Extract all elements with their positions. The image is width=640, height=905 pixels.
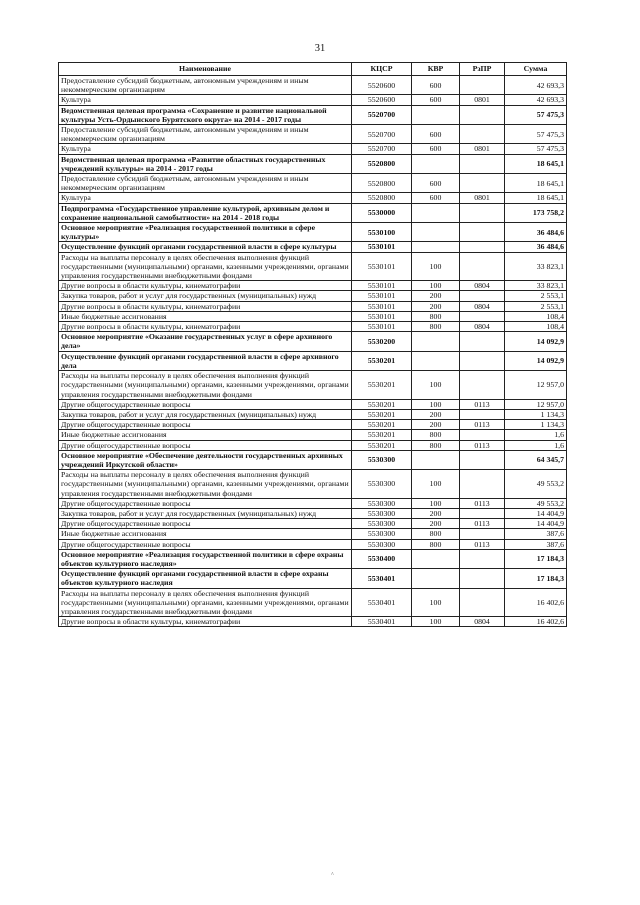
table-row (59, 301, 567, 311)
cell-rzpr: 0804 (460, 322, 505, 332)
cell-kcsr: 5530101 (352, 311, 412, 321)
cell-name: Закупка товаров, работ и услуг для государственных (муниципальных) нужд (59, 291, 352, 301)
cell-kvr (412, 105, 460, 124)
cell-name: Другие общегосударственные вопросы (59, 440, 352, 450)
cell-rzpr (460, 470, 505, 499)
cell-kcsr: 5530300 (352, 519, 412, 529)
cell-kvr (412, 351, 460, 370)
cell-kcsr: 5530201 (352, 420, 412, 430)
table-row (59, 125, 567, 144)
cell-rzpr (460, 508, 505, 518)
cell-kvr: 600 (412, 125, 460, 144)
cell-kvr (412, 203, 460, 222)
cell-name: Предоставление субсидий бюджетным, автономным учреждениям и иным некоммерческим организациям (59, 76, 352, 95)
cell-kvr: 800 (412, 529, 460, 539)
table-row (59, 549, 567, 568)
table-row (59, 322, 567, 332)
cell-name: Закупка товаров, работ и услуг для государственных (муниципальных) нужд (59, 508, 352, 518)
cell-kvr: 600 (412, 174, 460, 193)
cell-kcsr: 5520700 (352, 144, 412, 154)
cell-rzpr (460, 332, 505, 351)
cell-rzpr: 0804 (460, 281, 505, 291)
table-row (59, 508, 567, 518)
cell-rzpr: 0804 (460, 617, 505, 627)
table-row (59, 498, 567, 508)
cell-name: Культура (59, 193, 352, 203)
cell-kcsr: 5520800 (352, 154, 412, 173)
cell-kvr (412, 223, 460, 242)
cell-kcsr: 5530400 (352, 549, 412, 568)
cell-kcsr: 5530101 (352, 291, 412, 301)
cell-kcsr: 5530101 (352, 301, 412, 311)
cell-kvr (412, 549, 460, 568)
table-row (59, 76, 567, 95)
cell-sum: 2 553,1 (505, 291, 567, 301)
table-row (59, 154, 567, 173)
table-row (59, 105, 567, 124)
cell-kcsr: 5530300 (352, 529, 412, 539)
cell-sum: 12 957,0 (505, 371, 567, 400)
cell-rzpr (460, 549, 505, 568)
cell-kcsr: 5530201 (352, 371, 412, 400)
cell-name: Иные бюджетные ассигнования (59, 311, 352, 321)
cell-kvr: 800 (412, 311, 460, 321)
budget-table (58, 62, 567, 627)
table-row (59, 440, 567, 450)
cell-sum: 14 404,9 (505, 508, 567, 518)
cell-rzpr (460, 409, 505, 419)
cell-rzpr (460, 351, 505, 370)
cell-name: Закупка товаров, работ и услуг для государственных (муниципальных) нужд (59, 409, 352, 419)
cell-rzpr (460, 76, 505, 95)
cell-kcsr: 5530100 (352, 223, 412, 242)
cell-kvr: 600 (412, 144, 460, 154)
cell-kvr: 200 (412, 420, 460, 430)
cell-name: Другие общегосударственные вопросы (59, 539, 352, 549)
cell-kvr: 100 (412, 399, 460, 409)
table-row (59, 399, 567, 409)
cell-name: Расходы на выплаты персоналу в целях обеспечения выполнения функций государственными (муниципальными) органами, казенными учреждениями, органами управления государственными внебюджетными фондами (59, 470, 352, 499)
cell-kcsr: 5520700 (352, 125, 412, 144)
table-row (59, 242, 567, 252)
table-row (59, 144, 567, 154)
cell-rzpr (460, 105, 505, 124)
cell-name: Основное мероприятие «Реализация государственной политики в сфере охраны объектов культурного наследия» (59, 549, 352, 568)
table-header (59, 63, 567, 76)
cell-sum: 17 184,3 (505, 569, 567, 588)
cell-rzpr: 0801 (460, 193, 505, 203)
cell-rzpr: 0804 (460, 301, 505, 311)
cell-kvr: 800 (412, 440, 460, 450)
cell-kvr: 100 (412, 371, 460, 400)
header-row (59, 63, 567, 76)
cell-kvr (412, 450, 460, 469)
table-row (59, 332, 567, 351)
cell-name: Предоставление субсидий бюджетным, автономным учреждениям и иным некоммерческим организациям (59, 125, 352, 144)
table-row (59, 470, 567, 499)
cell-sum: 387,6 (505, 539, 567, 549)
table-row (59, 371, 567, 400)
cell-rzpr: 0801 (460, 144, 505, 154)
cell-name: Другие общегосударственные вопросы (59, 519, 352, 529)
cell-kvr: 200 (412, 519, 460, 529)
cell-rzpr: 0801 (460, 95, 505, 105)
cell-sum: 18 645,1 (505, 154, 567, 173)
cell-kvr: 100 (412, 588, 460, 617)
cell-kvr: 200 (412, 508, 460, 518)
cell-sum: 17 184,3 (505, 549, 567, 568)
cell-kcsr: 5520600 (352, 76, 412, 95)
cell-name: Расходы на выплаты персоналу в целях обеспечения выполнения функций государственными (муниципальными) органами, казенными учреждениями, органами управления государственными внебюджетными фондами (59, 371, 352, 400)
cell-name: Другие общегосударственные вопросы (59, 420, 352, 430)
cell-kcsr: 5530101 (352, 252, 412, 281)
cell-sum: 14 092,9 (505, 332, 567, 351)
footer-mark: ^ (331, 872, 334, 878)
cell-name: Осуществление функций органами государственной власти в сфере охраны объектов культурного наследия (59, 569, 352, 588)
cell-sum: 108,4 (505, 311, 567, 321)
table-row (59, 223, 567, 242)
cell-kcsr: 5530101 (352, 322, 412, 332)
cell-rzpr (460, 371, 505, 400)
cell-kcsr: 5530401 (352, 617, 412, 627)
table-row (59, 351, 567, 370)
table-row (59, 539, 567, 549)
cell-sum: 64 345,7 (505, 450, 567, 469)
cell-sum: 14 092,9 (505, 351, 567, 370)
cell-name: Расходы на выплаты персоналу в целях обеспечения выполнения функций государственными (муниципальными) органами, казенными учреждениями, органами управления государственными внебюджетными фондами (59, 588, 352, 617)
cell-sum: 14 404,9 (505, 519, 567, 529)
cell-sum: 36 484,6 (505, 242, 567, 252)
cell-kcsr: 5520600 (352, 95, 412, 105)
cell-rzpr: 0113 (460, 539, 505, 549)
table-row (59, 311, 567, 321)
cell-sum: 16 402,6 (505, 617, 567, 627)
cell-kcsr: 5530300 (352, 508, 412, 518)
cell-kvr: 800 (412, 539, 460, 549)
cell-kvr: 100 (412, 470, 460, 499)
column-header-kvr: КВР (412, 63, 460, 76)
cell-rzpr (460, 154, 505, 173)
cell-rzpr (460, 291, 505, 301)
cell-rzpr (460, 569, 505, 588)
cell-kcsr: 5530401 (352, 569, 412, 588)
cell-rzpr: 0113 (460, 498, 505, 508)
cell-kvr: 200 (412, 301, 460, 311)
table-row (59, 174, 567, 193)
cell-kcsr: 5530000 (352, 203, 412, 222)
cell-rzpr (460, 430, 505, 440)
cell-rzpr (460, 588, 505, 617)
cell-kcsr: 5530101 (352, 281, 412, 291)
cell-rzpr (460, 242, 505, 252)
cell-rzpr (460, 125, 505, 144)
column-header-name: Наименование (59, 63, 352, 76)
cell-sum: 18 645,1 (505, 174, 567, 193)
table-row (59, 203, 567, 222)
cell-name: Культура (59, 95, 352, 105)
cell-name: Ведомственная целевая программа «Развитие областных государственных учреждений культуры» на 2014 - 2017 годы (59, 154, 352, 173)
cell-sum: 108,4 (505, 322, 567, 332)
cell-name: Основное мероприятие «Реализация государственной политики в сфере культуры» (59, 223, 352, 242)
column-header-sum: Сумма (505, 63, 567, 76)
column-header-rzpr: РзПР (460, 63, 505, 76)
cell-rzpr (460, 311, 505, 321)
table-row (59, 409, 567, 419)
cell-name: Другие вопросы в области культуры, кинематографии (59, 617, 352, 627)
cell-kvr (412, 242, 460, 252)
cell-sum: 12 957,0 (505, 399, 567, 409)
cell-sum: 33 823,1 (505, 281, 567, 291)
cell-sum: 173 758,2 (505, 203, 567, 222)
cell-sum: 16 402,6 (505, 588, 567, 617)
cell-sum: 387,6 (505, 529, 567, 539)
cell-kcsr: 5530101 (352, 242, 412, 252)
cell-name: Другие общегосударственные вопросы (59, 498, 352, 508)
cell-kcsr: 5530201 (352, 440, 412, 450)
cell-sum: 2 553,1 (505, 301, 567, 311)
cell-kvr: 800 (412, 322, 460, 332)
cell-kvr: 200 (412, 409, 460, 419)
cell-kcsr: 5530201 (352, 430, 412, 440)
table-row (59, 252, 567, 281)
cell-name: Основное мероприятие «Обеспечение деятельности государственных архивных учреждений Иркутской области» (59, 450, 352, 469)
cell-kcsr: 5530201 (352, 399, 412, 409)
table-row (59, 281, 567, 291)
table-row (59, 588, 567, 617)
cell-name: Другие вопросы в области культуры, кинематографии (59, 322, 352, 332)
cell-name: Культура (59, 144, 352, 154)
cell-sum: 49 553,2 (505, 498, 567, 508)
cell-sum: 49 553,2 (505, 470, 567, 499)
cell-sum: 57 475,3 (505, 144, 567, 154)
cell-rzpr (460, 529, 505, 539)
table-row (59, 291, 567, 301)
cell-sum: 1,6 (505, 440, 567, 450)
cell-rzpr (460, 252, 505, 281)
cell-kcsr: 5530201 (352, 409, 412, 419)
cell-kcsr: 5520700 (352, 105, 412, 124)
cell-sum: 42 693,3 (505, 76, 567, 95)
cell-kcsr: 5530300 (352, 539, 412, 549)
cell-rzpr (460, 223, 505, 242)
table-row (59, 193, 567, 203)
cell-kvr: 100 (412, 252, 460, 281)
cell-sum: 1 134,3 (505, 409, 567, 419)
cell-kvr (412, 569, 460, 588)
table-row (59, 617, 567, 627)
cell-kvr: 600 (412, 95, 460, 105)
cell-name: Предоставление субсидий бюджетным, автономным учреждениям и иным некоммерческим организациям (59, 174, 352, 193)
cell-name: Осуществление функций органами государственной власти в сфере культуры (59, 242, 352, 252)
cell-rzpr: 0113 (460, 440, 505, 450)
table-row (59, 430, 567, 440)
cell-kvr (412, 154, 460, 173)
cell-kcsr: 5520800 (352, 193, 412, 203)
cell-kcsr: 5530300 (352, 498, 412, 508)
table-body (59, 76, 567, 627)
cell-rzpr: 0113 (460, 519, 505, 529)
cell-kvr: 200 (412, 291, 460, 301)
cell-name: Другие общегосударственные вопросы (59, 399, 352, 409)
cell-kvr: 100 (412, 498, 460, 508)
cell-rzpr (460, 450, 505, 469)
cell-name: Иные бюджетные ассигнования (59, 529, 352, 539)
page-number: 31 (314, 43, 326, 54)
cell-name: Ведомственная целевая программа «Сохранение и развитие национальной культуры Усть-Ордынского Бурятского округа» на 2014 - 2017 годы (59, 105, 352, 124)
cell-kcsr: 5530201 (352, 351, 412, 370)
cell-rzpr (460, 203, 505, 222)
cell-sum: 57 475,3 (505, 125, 567, 144)
table-row (59, 450, 567, 469)
cell-kcsr: 5530300 (352, 470, 412, 499)
cell-rzpr (460, 174, 505, 193)
table-row (59, 420, 567, 430)
cell-kcsr: 5530200 (352, 332, 412, 351)
cell-kvr: 600 (412, 76, 460, 95)
cell-kvr (412, 332, 460, 351)
cell-sum: 57 475,3 (505, 105, 567, 124)
cell-name: Другие вопросы в области культуры, кинематографии (59, 281, 352, 291)
cell-name: Осуществление функций органами государственной власти в сфере архивного дела (59, 351, 352, 370)
cell-name: Иные бюджетные ассигнования (59, 430, 352, 440)
table-row (59, 569, 567, 588)
cell-kvr: 800 (412, 430, 460, 440)
cell-name: Основное мероприятие «Оказание государственных услуг в сфере архивного дела» (59, 332, 352, 351)
cell-rzpr: 0113 (460, 420, 505, 430)
cell-sum: 1 134,3 (505, 420, 567, 430)
cell-sum: 18 645,1 (505, 193, 567, 203)
cell-kvr: 100 (412, 281, 460, 291)
cell-kcsr: 5530300 (352, 450, 412, 469)
cell-sum: 36 484,6 (505, 223, 567, 242)
cell-sum: 33 823,1 (505, 252, 567, 281)
cell-kcsr: 5520800 (352, 174, 412, 193)
table-row (59, 519, 567, 529)
column-header-kcsr: КЦСР (352, 63, 412, 76)
cell-kvr: 100 (412, 617, 460, 627)
cell-sum: 1,6 (505, 430, 567, 440)
cell-kvr: 600 (412, 193, 460, 203)
cell-name: Другие вопросы в области культуры, кинематографии (59, 301, 352, 311)
cell-rzpr: 0113 (460, 399, 505, 409)
cell-sum: 42 693,3 (505, 95, 567, 105)
cell-kcsr: 5530401 (352, 588, 412, 617)
table-row (59, 95, 567, 105)
table-row (59, 529, 567, 539)
cell-name: Расходы на выплаты персоналу в целях обеспечения выполнения функций государственными (муниципальными) органами, казенными учреждениями, органами управления государственными внебюджетными фондами (59, 252, 352, 281)
cell-name: Подпрограмма «Государственное управление культурой, архивным делом и сохранение национальной самобытности» на 2014 - 2018 годы (59, 203, 352, 222)
